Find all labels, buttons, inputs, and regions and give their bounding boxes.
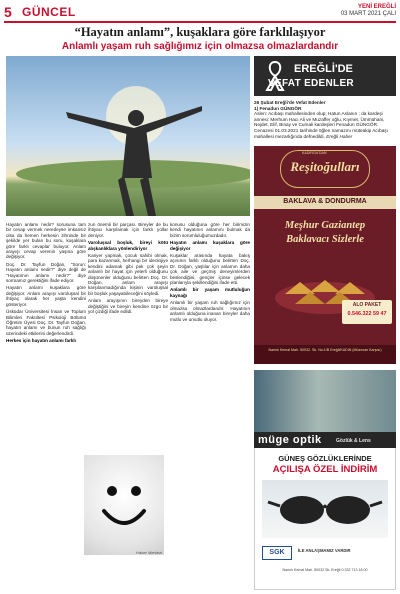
article-column-3: [170, 222, 250, 590]
sunglasses-photo: [262, 480, 388, 538]
ad-address: Namık Kemal Mah. 50032. Sk. No:1/B Ereğli/KADIN (Müzecan Karşısı): [268, 348, 382, 352]
article-signature: Haber Merkezi: [135, 550, 162, 555]
obituary-intro: 26 Şubat Ereğli'de Vefat Edenler: [254, 100, 326, 105]
issue-date: 03 MART 2021 ÇALI: [340, 11, 396, 17]
section-title: GÜNCEL: [22, 5, 76, 19]
paragraph: Anlamlı bir yaşam ruh sağlığımız için olmazsa olmazlardandır. Hayatının anlamlı olduğuna inanan bireyler daha mutlu ve umutlu oluyor.: [170, 300, 250, 322]
product-band-text: BAKLAVA & DONDURMA: [283, 198, 367, 205]
order-label: ALO PAKET: [352, 302, 382, 308]
paragraph: konusu olduğuna göre her birimizin kendi hayatının anlamını bulmak da bizim sorumluluğumuzdadır.: [170, 222, 250, 238]
brand-logo: Reşitoğulları: [290, 159, 360, 174]
header-rule: [4, 21, 396, 23]
paragraph: Üsküdar Üniversitesi İnsan ve Toplum Bilimleri Fakültesi Psikoloji Bölümü Öğretim Üyesi Doç. Dr. Tayfun Doğan, hayatın anlamı ve bunun ruh sağlığı üzerindeki etkilerini değerlendirdi.: [6, 309, 86, 336]
article-photo: [6, 56, 250, 216]
article-headline: “Hayatın anlamı”, kuşaklara göre farklılaşıyor: [74, 25, 326, 39]
smiley-face-photo: [84, 455, 164, 555]
paragraph-heading: Herkes için hayatın anlamı farklı: [6, 338, 76, 344]
optik-footer: Namık Kemal Mah. 50032 Sk. Ereğli 0.332 713 18 00: [282, 568, 368, 572]
page-header: [4, 4, 396, 22]
slogan-line1: Meşhur Gaziantep: [284, 220, 366, 231]
brand-origin: KADİRGA'DAN: [302, 151, 327, 155]
optik-tagline: Gözlük & Lens: [336, 438, 371, 444]
obituary-lead: 1) Fenadun GÜNGÖR: [254, 105, 302, 111]
paragraph-heading: Anlamlı bir yaşam mutluluğun kaynağı: [170, 287, 250, 298]
page-number: 5: [4, 4, 12, 20]
obituary-title-line2: VEFAT EDENLER: [268, 78, 354, 89]
obituary-body: Aslen: Acıbaşı mahallesinden olup; Hatun Aslanın ; da kardeşi annesi: Merhum Hacı Ali ve Muzaffer oğlu, Kıymet, Ümmühani, Nejdet, Elif, Binay ve Cumali kardeşleri Fenadun GÜNGÖR. Cenazesi 01.03.2021 tarihinde öğlen namazını müteakip Acıbaşı mahallesi mezarlığında defnedildi. Ereğli Haber: [254, 111, 388, 139]
man-open-arms-illustration: [6, 56, 250, 216]
slogan-line2: Baklavacı Sizlerle: [286, 234, 364, 245]
paragraph: Hayatın anlamı kuşaklara göre değişiyor. Anlam arayışı varoluşsal bir ihtiyaç olarak her yaşta kendini gösteriyor.: [6, 285, 86, 307]
sgk-text: İLE ANLAŞMAMIZ VARDIR: [298, 548, 351, 553]
paragraph-heading: Varoluşsal boşluk, bireyi kötü alışkanlıklara yönlendiriyor: [88, 240, 168, 251]
sunglasses-icon: [262, 480, 388, 538]
article-column-1: [6, 222, 86, 590]
paragraph: Kuşaklar arasında hayata bakış açısının farklı olduğunu belirten Doç. Dr. Doğan, yaşlılar için anlamın daha çok aile ve geçmiş deneyimlerden beslendiğini, gençler içinse gelecek planlarıyla şekillendiğini ifade etti.: [170, 253, 250, 286]
optik-headline-1: GÜNEŞ GÖZLÜKLERİNDE: [278, 454, 372, 463]
smiley-icon: [84, 455, 164, 555]
paragraph-heading: Hayatın anlamı kuşaklara göre değişiyor: [170, 240, 250, 251]
optik-headline-2: AÇILIŞA ÖZEL İNDİRİM: [272, 464, 378, 475]
baklava-ad: [254, 146, 396, 364]
obituary-title-line1: EREĞLİ'DE: [294, 63, 353, 75]
paragraph: Anlam arayışının bireyden bireye değiştiğini ve bireyin kendine özgü bir yol çizdiği ifade edildi.: [88, 298, 168, 315]
order-phone: 0.546.322 59 47: [347, 311, 387, 317]
sgk-logo: SGK: [262, 546, 292, 560]
paragraph: zun önemli bir parçası. Bireyler de bu ihtiyacı karşılamak için farklı yollar deniyor.: [88, 222, 168, 238]
paper-masthead: [341, 4, 396, 18]
obituary-text: [254, 100, 396, 139]
obituary-banner: [254, 56, 396, 96]
paragraph: Kariyer yapmak, çocuk sahibi olmak, para kazanmak, herhangi bir ideolojiye kendini adamak gibi pek çok şeyin anlamlı bir hayat için yeterli olduğunu düşünenler olduğunu belirten Doç. Dr. Doğan, anlam arayışı karşılanmadığında kişinin varoluşsal bir boşluk yaşayabileceğini söyledi.: [88, 253, 168, 296]
paper-name: YENİ EREĞLİ: [357, 4, 396, 10]
article-subheadline: Anlamlı yaşam ruh sağlığımız için olmazsa olmazlardandır: [61, 41, 339, 52]
paragraph: Hayatın anlamı nedir? sorusuna tam bir cevap vermek neredeyse imkansız olsa da hemen herkesin zihninde bir şekilde yer bulan bu soru, kuşaklara göre farklı cevaplar buluyor. Anlam arayışı cevap verenin yaşına göre değişiyor.: [6, 222, 86, 260]
optik-ad-photo: [254, 370, 396, 432]
paragraph: Doç. Dr. Tayfun Doğan, "Sorun: Hayatın anlamı nedir?" diye değil de "Hayatımın anlamı nedir?" diye sormamız gerektiğini ifade ediyor.: [6, 261, 86, 284]
optik-logo: müge optik: [258, 434, 322, 446]
